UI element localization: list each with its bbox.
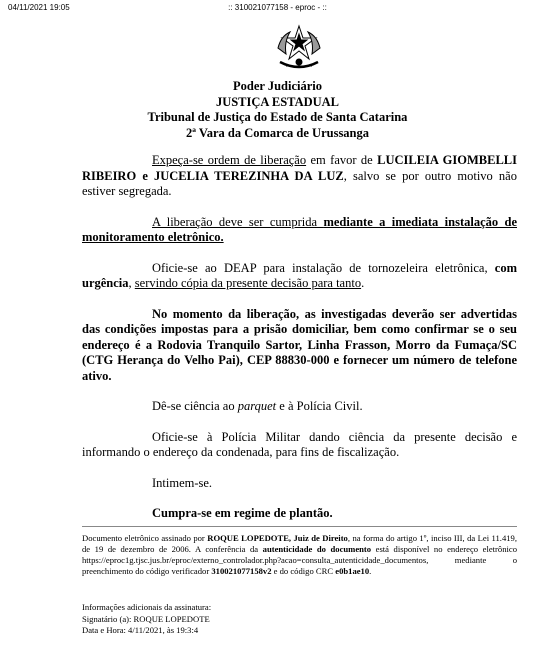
text-fragment: . (361, 276, 365, 290)
text-fragment: , (128, 276, 135, 290)
paragraph-military-police: Oficie-se à Polícia Militar dando ciência da presente decisão e informando o endereço da condenada, para fins de fiscalização. (82, 429, 517, 459)
additional-info-title: Informações adicionais da assinatura: (82, 602, 212, 612)
text-fragment: autenticidade do documento (262, 544, 372, 554)
paragraph-notify-prosecutor (82, 399, 517, 415)
signature-statement (82, 533, 517, 577)
text-fragment: servindo cópia da presente decisão para tanto (134, 276, 362, 290)
text-fragment: Expeça-se ordem de liberação (152, 153, 307, 167)
print-datetime: 04/11/2021 19:05 (8, 3, 70, 12)
paragraph-release-conditions: No momento da liberação, as investigadas deverão ser advertidas das condições impostas para a prisão domiciliar, bem como confirmar se o seu endereço é a Rodovia Tranquilo Sartor, Linha Frasson, Morro da Fumaça/SC (CTG Herança do Velho Pai), CEP 88830-000 e fornecer um número de telefone ativo. (82, 306, 517, 383)
text-fragment: Oficie-se ao DEAP para instalação de tornozeleira eletrônica, (152, 260, 495, 275)
text-fragment: mediante a imediata instalação de monitoramento eletrônico. (82, 214, 518, 244)
additional-signature-info (82, 602, 517, 637)
text-fragment: em favor de (306, 153, 378, 167)
text-fragment: está disponível no endereço eletrônico https://eproc1g.tjsc.jus.br/eproc/externo_controlador.php?acao=consulta_autenticidade_documentos, mediante o preenchimento do código verificador (82, 544, 518, 576)
text-fragment: parquet (237, 399, 277, 413)
signature-datetime: Data e Hora: 4/11/2021, às 19:3:4 (82, 625, 199, 635)
text-fragment: e do código CRC (271, 566, 336, 576)
state-coat-of-arms-icon (272, 22, 326, 76)
court-heading (0, 79, 555, 141)
verifier-code: 310021077158v2 (211, 566, 272, 576)
text-fragment: A liberação deve ser cumprida (152, 214, 324, 229)
text-fragment: Documento eletrônico assinado por (82, 533, 208, 543)
paragraph-on-duty: Cumpra-se em regime de plantão. (152, 506, 333, 520)
paragraph-deap-notice (82, 261, 517, 292)
decision-body (82, 153, 517, 522)
heading-court-branch: 2ª Vara da Comarca de Urussanga (185, 125, 370, 140)
text-fragment: . (369, 566, 372, 576)
text-fragment: com urgência (82, 260, 517, 290)
signer-name: ROQUE LOPEDOTE, Juiz de Direito (207, 533, 348, 543)
heading-state-justice: JUSTIÇA ESTADUAL (215, 94, 340, 109)
text-fragment: e à Polícia Civil. (276, 399, 363, 413)
text-fragment: , salvo se por outro motivo não estiver segregada. (82, 168, 517, 198)
document-reference: :: 310021077158 - eproc - :: (228, 3, 327, 12)
paragraph-release-order (82, 153, 517, 200)
crc-code: e0b1ae10 (335, 566, 370, 576)
heading-judiciary: Poder Judiciário (232, 79, 322, 93)
heading-tribunal: Tribunal de Justiça do Estado de Santa Catarina (147, 110, 408, 124)
defendant-names: LUCILEIA GIOMBELLI RIBEIRO e JUCELIA TEREZINHA DA LUZ (82, 153, 517, 183)
text-fragment: , na forma do artigo 1º, inciso III, da Lei 11.419, de 19 de dezembro de 2006. A conferência da (82, 533, 517, 554)
electronic-signature-block (82, 526, 517, 577)
paragraph-monitoring (82, 215, 517, 246)
paragraph-summons: Intimem-se. (152, 475, 213, 490)
text-fragment: Dê-se ciência ao (152, 399, 238, 413)
signer-line: Signatário (a): ROQUE LOPEDOTE (82, 613, 210, 624)
